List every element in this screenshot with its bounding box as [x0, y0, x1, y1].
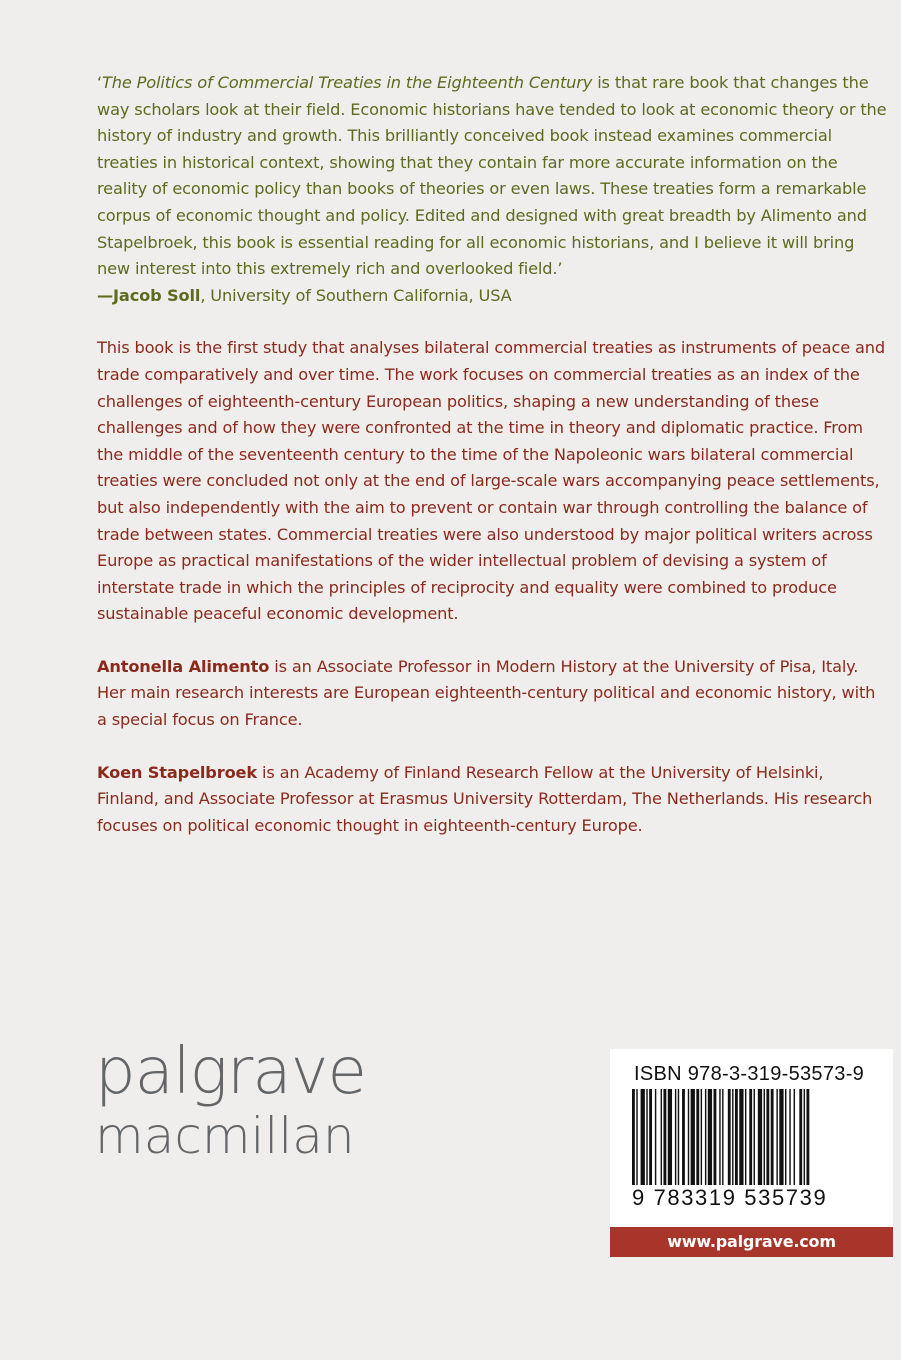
barcode-bar — [794, 1089, 795, 1185]
back-cover-copy — [97, 70, 887, 839]
barcode-bar — [649, 1089, 652, 1185]
barcode-bar — [745, 1089, 746, 1185]
isbn-barcode-panel — [610, 1049, 893, 1227]
barcode-bar — [675, 1089, 676, 1185]
barcode-bar — [678, 1089, 679, 1185]
barcode-bar — [735, 1089, 738, 1185]
barcode-bar — [632, 1089, 635, 1193]
barcode-bar — [749, 1089, 752, 1185]
barcode-bar — [758, 1089, 762, 1185]
barcode-bar — [655, 1089, 656, 1185]
barcode-bar — [739, 1089, 743, 1185]
barcode-bar — [661, 1089, 662, 1185]
attribution-dash: — — [97, 285, 114, 305]
barcode-bar — [663, 1089, 666, 1185]
barcode-bar — [636, 1089, 637, 1193]
isbn-label: ISBN 978-3-319-53573-9 — [634, 1063, 865, 1085]
endorser-affiliation: , University of Southern California, USA — [200, 285, 512, 305]
barcode-bar — [776, 1089, 777, 1185]
author-name: Koen Stapelbroek — [97, 762, 257, 782]
barcode-bar — [701, 1089, 702, 1185]
barcode-bar — [766, 1089, 769, 1185]
isbn-digits: 9 783319 535739 — [632, 1185, 828, 1210]
barcode-bar — [785, 1089, 786, 1185]
barcode-bar — [705, 1089, 706, 1185]
author-name: Antonella Alimento — [97, 656, 270, 676]
publisher-logo — [95, 1036, 366, 1164]
book-title: The Politics of Commercial Treaties in the Eighteenth Century — [102, 73, 593, 92]
publisher-logo-palgrave: palgrave — [95, 1035, 366, 1109]
barcode-bar — [646, 1089, 647, 1185]
open-quote: ‘ — [97, 73, 102, 92]
book-description: This book is the first study that analyses bilateral commercial treaties as instruments of peace and trade comparatively and over time. The work focuses on commercial treaties as an index of the challenges of eighteenth-century European politics, shaping a new understanding of these challenges and of how they were confronted at the time in theory and diplomatic practice. From the middle of the seventeenth century to the time of the Napoleonic wars bilateral commercial treaties were concluded not only at the end of large-scale wars accompanying peace settlements, but also independently with the aim to prevent or contain war through controlling the balance of trade between states. Commercial treaties were also understood by major political writers across Europe as practical manifestations of the wider intellectual problem of devising a system of interstate trade in which the principles of reciprocity and equality were combined to produce sustainable peaceful economic development. — [97, 338, 886, 624]
barcode-bar — [722, 1089, 723, 1193]
barcode-bar — [771, 1089, 774, 1185]
barcode-bar — [804, 1089, 805, 1185]
author-bio-text: is an Associate Professor in Modern History at the University of Pisa, Italy. Her main research interests are European eighteenth-century political and economic history, with a special focus on France. — [97, 656, 876, 730]
barcode-bar — [799, 1089, 802, 1185]
barcode-bar — [789, 1089, 790, 1185]
barcode-icon — [630, 1089, 870, 1193]
author-bio-stapelbroek — [97, 760, 887, 840]
barcode-bar — [764, 1089, 765, 1185]
barcode-bar — [754, 1089, 755, 1185]
endorser-name: Jacob Soll — [113, 285, 201, 305]
endorsement-attribution — [97, 283, 887, 310]
endorsement-quote — [97, 70, 887, 283]
barcode-bar — [728, 1089, 731, 1185]
barcode-bar — [696, 1089, 699, 1185]
barcode-bar — [691, 1089, 695, 1185]
endorsement-text: is that rare book that changes the way scholars look at their field. Economic historians have tended to look at economic theory or the history of industry and growth. This brilliantly conceived book instead examines commercial treaties in historical context, showing that they contain far more accurate information on the reality of economic policy than books of theories or even laws. These treaties form a remarkable corpus of economic thought and policy. Edited and designed with great breadth by Alimento and Stapelbroek, this book is essential reading for all economic historians, and I believe it will bring new interest into this extremely rich and overlooked field.’ — [97, 73, 887, 279]
barcode-bar — [714, 1089, 717, 1185]
barcode-bar — [708, 1089, 712, 1185]
barcode-bar — [779, 1089, 783, 1185]
publisher-website[interactable]: www.palgrave.com — [610, 1227, 893, 1257]
barcode-bar — [641, 1089, 645, 1185]
publisher-logo-macmillan: macmillan — [95, 1107, 355, 1165]
barcode-bar — [688, 1089, 689, 1185]
barcode-bar — [806, 1089, 809, 1193]
barcode-bar — [682, 1089, 685, 1185]
barcode-bar — [719, 1089, 720, 1185]
author-bio-text: is an Academy of Finland Research Fellow at the University of Helsinki, Finland, and Associate Professor at Erasmus University Rotterdam, The Netherlands. His research focuses on political economic thought in eighteenth-century Europe. — [97, 762, 873, 835]
author-bio-alimento — [97, 654, 887, 734]
barcode-bar — [668, 1089, 672, 1185]
barcode-bar — [732, 1089, 733, 1185]
